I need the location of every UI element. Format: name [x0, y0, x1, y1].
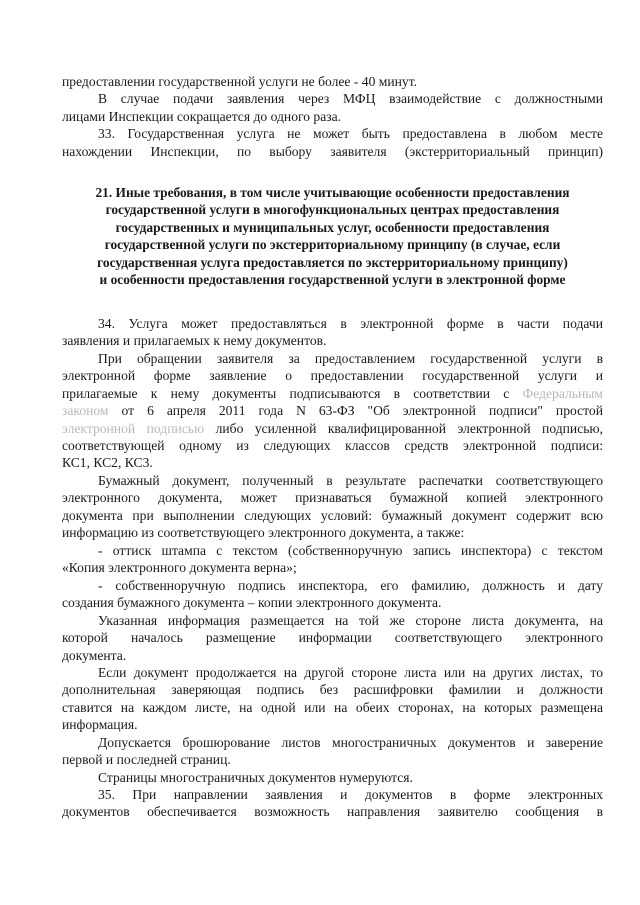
text-line: [62, 402, 603, 419]
heading-line: государственной услуги в многофункциональных центрах предоставления: [105, 202, 560, 218]
faded-link-text: законом: [62, 403, 109, 419]
text-fragment: либо усиленной квалифицированной электронной подписью,: [215, 420, 603, 436]
paragraph-paper-copy: [62, 472, 603, 542]
text-line: - оттиск штампа с текстом (собственноручную запись инспектора) с текстом: [98, 543, 603, 558]
text-line: «Копия электронного документа верна»;: [62, 560, 297, 576]
section-21-heading: [62, 184, 603, 288]
paragraph-34: [62, 315, 603, 350]
paragraph-stamp: [62, 542, 603, 577]
paragraph-time-limit: [62, 73, 603, 160]
text-line: нахождении Инспекции, по выбору заявителя (экстерриториальный принцип): [62, 143, 603, 159]
text-line: первой и последней страниц.: [62, 752, 231, 768]
paragraph-electronic-signature: [62, 350, 603, 472]
text-line: При обращении заявителя за предоставлением государственной услуги в: [98, 351, 603, 366]
text-line: создания бумажного документа – копии электронного документа.: [62, 595, 442, 611]
text-line: [62, 385, 603, 402]
text-line: дополнительная заверяющая подпись без расшифровки фамилии и должности: [62, 682, 603, 698]
text-line: [62, 420, 603, 437]
text-line: ставится на каждом листе, на одной или на обеих сторонах, на которых размещена: [62, 699, 603, 715]
paragraph-placement: [62, 612, 603, 664]
text-line: Бумажный документ, полученный в результате распечатки соответствующего: [98, 473, 603, 488]
text-line: заявления и прилагаемых к нему документов.: [62, 333, 327, 349]
text-line: лицами Инспекции сокращается до одного раза.: [62, 108, 342, 124]
text-line: Указанная информация размещается на той же стороне листа документа, на: [98, 613, 603, 628]
text-line: - собственноручную подпись инспектора, его фамилию, должность и дату: [98, 578, 603, 593]
text-line: информация.: [62, 717, 138, 733]
faded-link-text: электронной подписью: [62, 420, 205, 436]
text-line: 35. При направлении заявления и документов в форме электронных: [98, 787, 603, 802]
faded-link-text: Федеральным: [522, 385, 603, 401]
heading-line: государственная услуга предоставляется по экстерриториальному принципу): [97, 254, 568, 270]
text-line: соответствующей одному из следующих классов средств электронной подписи:: [62, 438, 603, 454]
text-line: электронного документа, может признаваться бумажной копией электронного: [62, 490, 603, 506]
text-line: Допускается брошюрование листов многостраничных документов и заверение: [98, 735, 603, 750]
text-line: 34. Услуга может предоставляться в электронной форме в части подачи: [98, 316, 603, 331]
text-line: Страницы многостраничных документов нумеруются.: [98, 770, 413, 785]
paragraph-35: [62, 786, 603, 821]
text-fragment: от 6 апреля 2011 года N 63-ФЗ "Об электронной подписи" простой: [121, 403, 604, 419]
text-fragment: прилагаемые к нему документы подписываются в соответствии с: [62, 385, 510, 401]
paragraph-signature: [62, 577, 603, 612]
heading-line: и особенности предоставления государственной услуги в электронной форме: [99, 272, 566, 288]
heading-line: 21. Иные требования, в том числе учитывающие особенности предоставления: [95, 185, 570, 200]
text-line: В случае подачи заявления через МФЦ взаимодействие с должностными: [98, 91, 603, 107]
heading-line: государственной услуги по экстерриториальному принципу (в случае, если: [104, 237, 561, 253]
text-line: электронной форме заявление о предоставлении государственной услуги и: [62, 368, 603, 384]
heading-line: государственных и муниципальных услуг, особенности предоставления: [115, 219, 550, 235]
text-line: КС1, КС2, КС3.: [62, 455, 153, 471]
text-line: предоставлении государственной услуги не более - 40 минут.: [62, 74, 418, 89]
text-line: документа.: [62, 647, 127, 663]
text-line: документа при выполнении следующих условий: бумажный документ содержит всю: [62, 507, 603, 523]
paragraph-binding: [62, 734, 603, 769]
text-line: Если документ продолжается на другой стороне листа или на других листах, то: [98, 665, 603, 680]
paragraph-numbering: [62, 769, 603, 786]
text-line: документов обеспечивается возможность направления заявителю сообщения в: [62, 804, 603, 820]
text-line: информацию из соответствующего электронного документа, а также:: [62, 525, 465, 541]
text-line: которой началось размещение информации соответствующего электронного: [62, 630, 603, 646]
paragraph-continuation: [62, 664, 603, 734]
text-line: 33. Государственная услуга не может быть предоставлена в любом месте: [98, 126, 603, 142]
